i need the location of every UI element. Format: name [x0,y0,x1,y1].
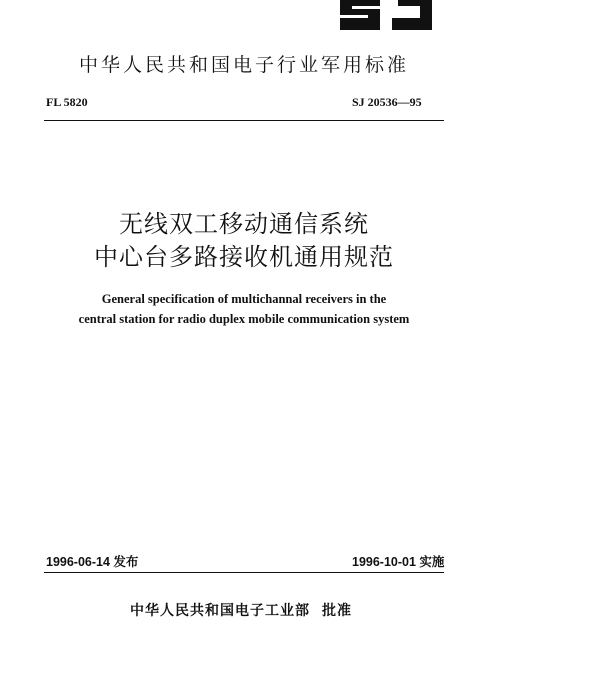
issuing-authority [130,600,352,620]
standard-number: SJ 20536—95 [352,95,422,109]
top-divider [44,120,444,121]
effective-date: 1996-10-01 实施 [352,555,445,569]
chinese-title-line-1: 无线双工移动通信系统 [119,210,369,238]
approval-label: 批准 [322,603,352,619]
issue-date: 1996-06-14 发布 [46,555,139,569]
sj-logo-mark [336,0,436,32]
english-title-line-1: General specification of multichannal receivers in the [101,292,387,306]
chinese-title-line-2: 中心台多路接收机通用规范 [94,243,394,271]
english-title-line-2: central station for radio duplex mobile communication system [78,312,410,326]
classification-code: FL 5820 [46,95,88,109]
bottom-divider [44,572,444,573]
standard-type: 中华人民共和国电子行业军用标准 [78,54,409,76]
sj-logo [336,0,436,32]
issuer-name: 中华人民共和国电子工业部 [130,603,310,619]
